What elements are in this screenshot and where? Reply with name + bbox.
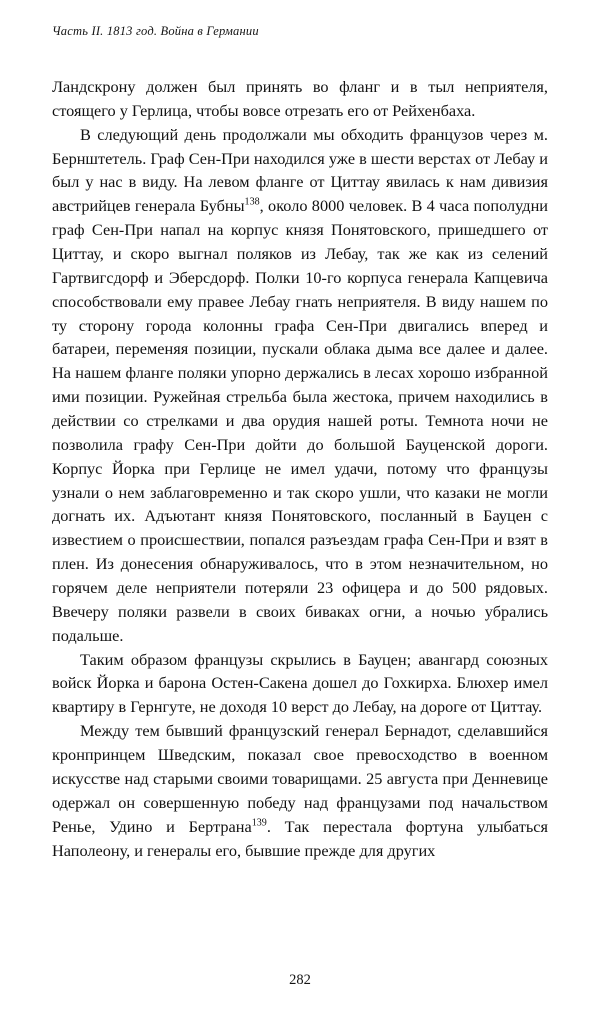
paragraph: Между тем бывший французский генерал Бернадот, сделавшийся кронпринцем Шведским, показал свое превосходство в военном искусстве над старыми своими товарищами. 25 августа при Денневице одержал он совершенную победу над французами под начальством Ренье, Удино и Бертрана$^{139}$. Так перестала фортуна улыбаться Наполеону, и генералы его, бывшие прежде для других bbox=[52, 721, 548, 860]
page-number: 282 bbox=[289, 972, 311, 988]
running-head: Часть II. 1813 год. Война в Германии bbox=[52, 24, 259, 38]
footnote-marker: 138 bbox=[244, 196, 260, 208]
paragraph: Ландскрону должен был принять во фланг и в тыл неприятеля, стоящего у Герлица, чтобы вовсе отрезать его от Рейхенбаха. bbox=[52, 77, 548, 120]
body-text bbox=[52, 75, 548, 862]
paragraph: В следующий день продолжали мы обходить французов через м. Бернштетель. Граф Сен-При находился уже в шести верстах от Лебау и был у нас в виду. На левом фланге от Циттау явилась к нам дивизия австрийцев генерала Бубны$^{138}$, около 8000 человек. В 4 часа пополудни граф Сен-При напал на корпус князя Понятовского, пришедшего от Циттау, и скоро выгнал поляков из Лебау, так же как из селений Гартвигсдорф и Эберсдорф. Полки 10-го корпуса генерала Капцевича способствовали ему правее Лебау гнать неприятеля. В виду нашем по ту сторону города колонны графа Сен-При двигались вперед и батареи, переменяя позиции, пускали облака дыма все далее и далее. На нашем фланге поляки упорно держались в лесах хорошо избранной ими позиции. Ружейная стрельба была жестока, причем находились в действии со стрелками и два орудия нашей роты. Темнота ночи не позволила графу Сен-При дойти до большой Бауценской дороги. Корпус Йорка при Герлице не имел удачи, потому что французы узнали о нем заблаговременно и так скоро ушли, что казаки не могли догнать их. Адъютант князя Понятовского, посланный в Бауцен с известием о происшествии, попался разъездам графа Сен-При и взят в плен. Из донесения обнаруживалось, что в этом незначительном, но горячем деле неприятели потеряли 23 офицера и до 500 рядовых. Ввечеру поляки развели в своих биваках огни, а ночью убрались подальше. bbox=[52, 124, 548, 645]
footnote-marker: 139 bbox=[251, 817, 267, 829]
paragraph: Таким образом французы скрылись в Бауцен; авангард союзных войск Йорка и барона Остен-Сакена дошел до Гохкирха. Блюхер имел квартиру в Гернгуте, не доходя 10 верст до Лебау, на дороге от Циттау. bbox=[52, 649, 548, 717]
